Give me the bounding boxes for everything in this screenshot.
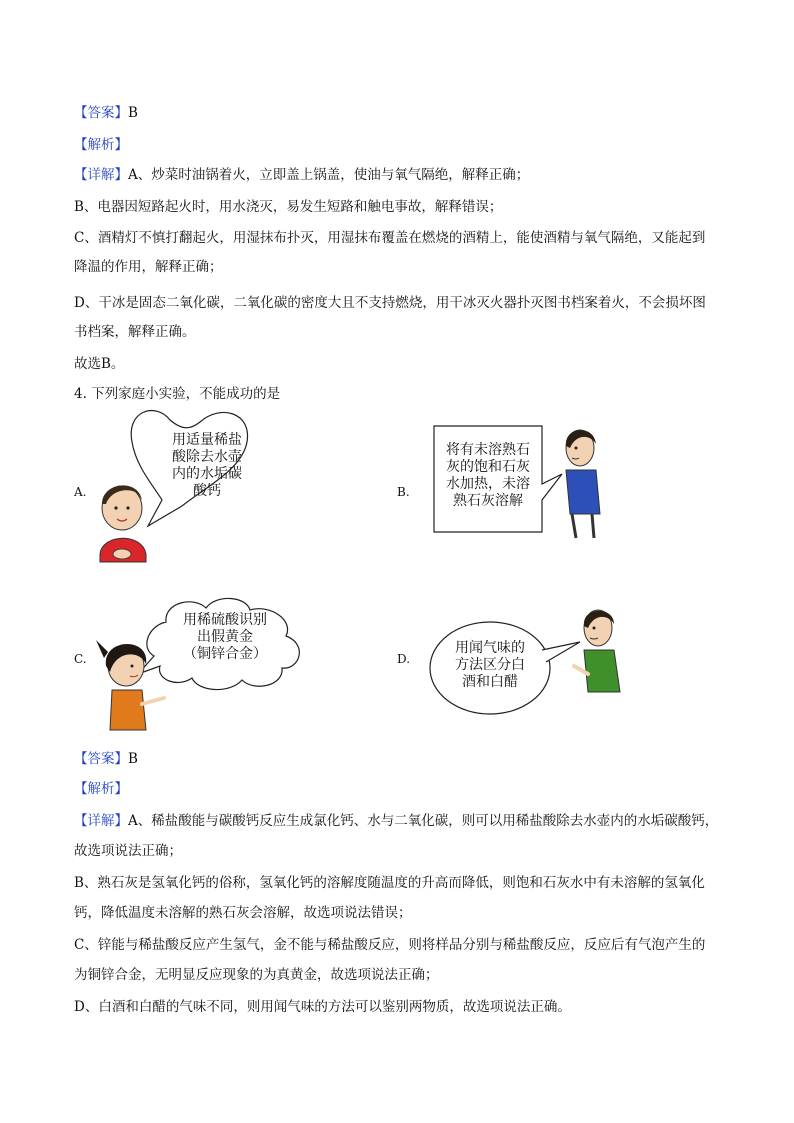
q3-conclusion: 故选B。 [74,356,125,372]
q4-detail-line-4: 钙，降低温度未溶解的熟石灰会溶解，故选项说法错误； [74,905,412,921]
q4-detail-line-3: B、熟石灰是氢氧化钙的俗称，氢氧化钙的溶解度随温度的升高而降低，则饱和石灰水中有未溶解的氢氧化 [74,875,705,891]
q4-detail-line-6: 为铜锌合金，无明显反应现象的为真黄金，故选项说法正确； [74,967,439,983]
man-d-shirt [584,650,620,692]
q4-detail-line-2: 故选项说法正确； [74,843,182,859]
q4-detail-line-1 [74,812,718,830]
q3-detail-line-2: B、电器因短路起火时，用水浇灭，易发生短路和触电事故，解释错误； [74,199,503,215]
girl-c-shirt [110,690,146,730]
man-shirt [566,470,600,514]
q4-answer-tag: 【答案】 [74,751,128,767]
q4-stem: 4. 下列家庭小实验，不能成功的是 [74,386,281,402]
q3-analysis-heading [74,136,128,154]
q3-detail-text: A、炒菜时油锅着火，立即盖上锅盖，使油与氧气隔绝，解释正确； [128,167,530,183]
q3-answer-tag: 【答案】 [74,105,128,121]
option-b-label: B. [397,485,410,499]
q3-analysis-tag: 【解析】 [74,137,128,153]
q4-detail-line-7: D、白酒和白醋的气味不同，则用闻气味的方法可以鉴别两物质，故选项说法正确。 [74,999,571,1015]
option-b-bubble-text: 将有未溶熟石 灰的饱和石灰 水加热，未溶 熟石灰溶解 [446,442,530,509]
q3-detail-line-4: 降温的作用，解释正确； [74,259,223,275]
q3-detail-line-3: C、酒精灯不慎打翻起火，用湿抹布扑灭，用湿抹布覆盖在燃烧的酒精上，能使酒精与氧气隔绝，又能起到 [74,230,706,246]
q3-detail-line-6: 书档案，解释正确。 [74,324,196,340]
q3-detail-line-1 [74,166,529,184]
q4-answer [74,750,138,768]
option-c-label: C. [74,652,87,666]
q3-detail-line-5: D、干冰是固态二氧化碳，二氧化碳的密度大且不支持燃烧，用干冰灭火器扑灭图书档案着火，不会损坏图 [74,295,706,311]
option-d-label: D. [397,652,411,666]
option-c-bubble-text: 用稀硫酸识别 出假黄金 （铜锌合金） [183,612,267,662]
q4-detail-tag: 【详解】 [74,813,128,829]
option-d-bubble-text: 用闻气味的 方法区分白 酒和白醋 [455,640,525,690]
q4-detail-line-5: C、锌能与稀盐酸反应产生氢气，金不能与稀盐酸反应，则将样品分别与稀盐酸反应，反应后有气泡产生的 [74,937,706,953]
q3-detail-tag: 【详解】 [74,167,128,183]
option-a-bubble-text: 用适量稀盐 酸除去水壶 内的水垢碳 酸钙 [172,432,242,499]
q3-answer [74,104,138,122]
option-a-label: A. [74,485,87,499]
q3-answer-value: B [128,105,138,121]
q4-analysis-heading [74,780,128,798]
q4-detail-text: A、稀盐酸能与碳酸钙反应生成氯化钙、水与二氧化碳，则可以用稀盐酸除去水壶内的水垢碳酸钙， [128,813,719,829]
q4-analysis-tag: 【解析】 [74,781,128,797]
q4-answer-value: B [128,751,138,767]
